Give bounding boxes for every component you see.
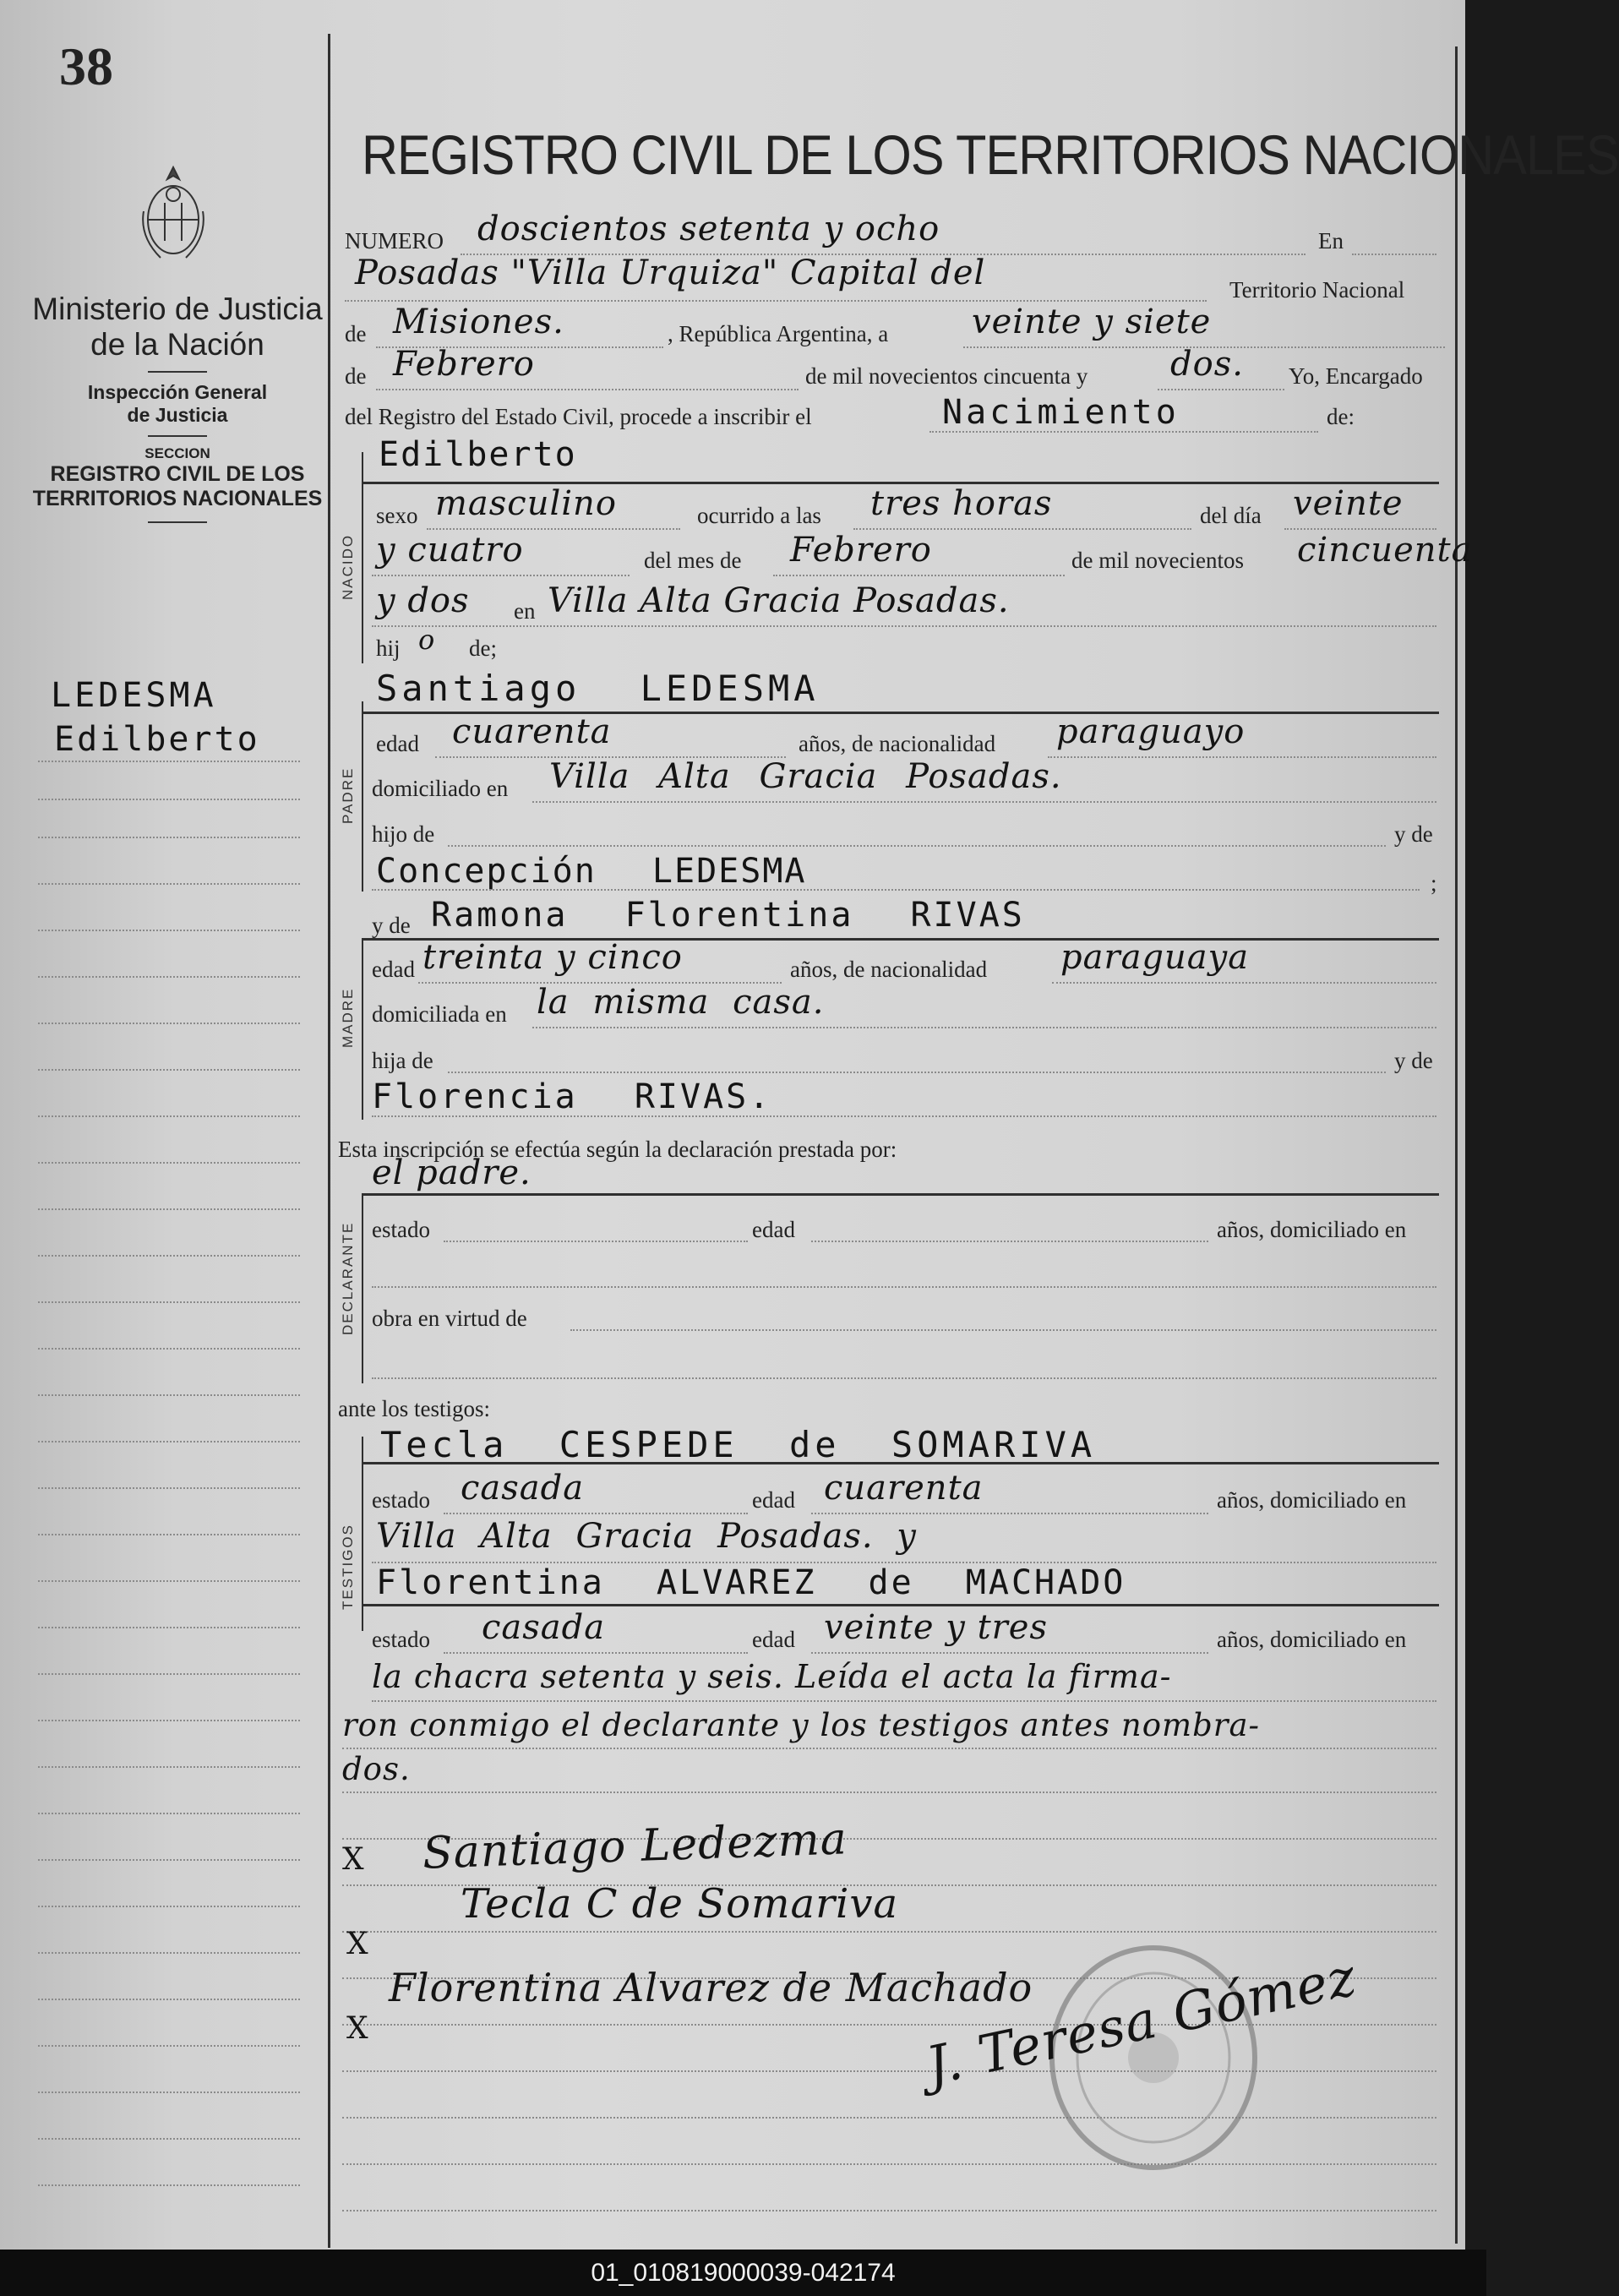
madre-parents-value: Florencia RIVAS. bbox=[372, 1077, 772, 1116]
madre-name: Ramona Florentina RIVAS bbox=[431, 896, 1025, 935]
registro-label: del Registro del Estado Civil, procede a inscribir el bbox=[345, 404, 812, 429]
acto-value: Nacimiento bbox=[942, 393, 1180, 432]
hij-value: o bbox=[418, 624, 436, 656]
de-label-2: de bbox=[345, 363, 367, 389]
encargado-label: Yo, Encargado bbox=[1289, 363, 1423, 389]
testigos-section-label: TESTIGOS bbox=[340, 1524, 356, 1610]
month-value: Febrero bbox=[393, 345, 535, 384]
declarante-value: el padre. bbox=[372, 1153, 531, 1192]
padre-edad-value: cuarenta bbox=[452, 712, 612, 751]
hora-value: tres horas bbox=[870, 484, 1053, 523]
testigo2-edad-value: veinte y tres bbox=[824, 1608, 1048, 1647]
testigo2-estado-label: estado bbox=[372, 1627, 430, 1652]
padre-name: Santiago LEDESMA bbox=[376, 668, 820, 709]
margin-name: Edilberto bbox=[54, 720, 260, 759]
lugar-value: Villa Alta Gracia Posadas. bbox=[548, 581, 1010, 620]
testigo1-name: Tecla CESPEDE de SOMARIVA bbox=[380, 1424, 1097, 1465]
ocurrido-label: ocurrido a las bbox=[697, 503, 821, 528]
anio-value-1: cincuenta bbox=[1297, 531, 1473, 570]
signature-santiago: Santiago Ledezma bbox=[422, 1813, 848, 1879]
madre-domicilio-label: domiciliada en bbox=[372, 1001, 507, 1027]
nacido-name: Edilberto bbox=[379, 435, 577, 474]
testigo1-domicilio-value: Villa Alta Gracia Posadas. y bbox=[376, 1517, 917, 1556]
padre-parents-value: Concepción LEDESMA bbox=[376, 852, 807, 891]
testigo2-name: Florentina ALVAREZ de MACHADO bbox=[376, 1563, 1126, 1602]
declarante-obra-label: obra en virtud de bbox=[372, 1306, 527, 1331]
closing-line-3: dos. bbox=[342, 1751, 411, 1787]
hij-label: hij bbox=[376, 635, 401, 661]
dia-value-1: veinte bbox=[1293, 484, 1404, 523]
closing-line-2: ron conmigo el declarante y los testigos antes nombra- bbox=[342, 1707, 1261, 1743]
testigo2-edad-label: edad bbox=[752, 1627, 795, 1652]
registry-line2: TERRITORIOS NACIONALES bbox=[32, 487, 323, 510]
closing-line-1: la chacra setenta y seis. Leída el acta la firma- bbox=[372, 1658, 1172, 1695]
padre-nacionalidad-label: años, de nacionalidad bbox=[799, 731, 996, 756]
de-colon: de: bbox=[1327, 404, 1355, 429]
signature-tecla: Tecla C de Somariva bbox=[461, 1880, 899, 1928]
declarante-intro: Esta inscripción se efectúa según la declaración prestada por: bbox=[338, 1137, 897, 1162]
declarante-domicilio-label: años, domiciliado en bbox=[1217, 1217, 1407, 1242]
page-number: 38 bbox=[59, 36, 113, 96]
madre-nacionalidad-value: paraguaya bbox=[1060, 938, 1250, 977]
nacido-section-label: NACIDO bbox=[340, 533, 356, 600]
ministry-line1: Ministerio de Justicia bbox=[32, 292, 323, 326]
testigo1-estado-value: casada bbox=[461, 1469, 585, 1508]
ministry-block bbox=[25, 292, 330, 533]
numero-label: NUMERO bbox=[345, 228, 444, 254]
testigo2-estado-value: casada bbox=[482, 1608, 606, 1647]
en-label-nacido: en bbox=[514, 598, 536, 624]
page-title: REGISTRO CIVIL DE LOS TERRITORIOS NACIONALES bbox=[362, 123, 1619, 186]
padre-domicilio-value: Villa Alta Gracia Posadas. bbox=[549, 757, 1062, 796]
declarante-estado-label: estado bbox=[372, 1217, 430, 1242]
testigo1-edad-label: edad bbox=[752, 1487, 795, 1513]
ministry-line2: de la Nación bbox=[90, 327, 264, 362]
testigo1-edad-value: cuarenta bbox=[824, 1469, 984, 1508]
madre-domicilio-value: la misma casa. bbox=[537, 983, 825, 1022]
republica-label: , República Argentina, a bbox=[668, 321, 889, 346]
declarante-section-label: DECLARANTE bbox=[340, 1221, 356, 1335]
signature-mark-1: X bbox=[342, 1842, 365, 1877]
day-value: veinte y siete bbox=[972, 303, 1212, 341]
dia-label: del día bbox=[1200, 503, 1262, 528]
sexo-label: sexo bbox=[376, 503, 418, 528]
en-label: En bbox=[1318, 228, 1344, 254]
inspection-line2: de Justicia bbox=[127, 404, 228, 426]
padre-hijo-label: hijo de bbox=[372, 821, 435, 847]
dia-value-2: y cuatro bbox=[376, 531, 524, 570]
testigo1-estado-label: estado bbox=[372, 1487, 430, 1513]
madre-yde-label: y de bbox=[372, 913, 411, 938]
madre-hija-label: hija de bbox=[372, 1048, 433, 1073]
testigos-intro: ante los testigos: bbox=[338, 1396, 490, 1421]
signature-florentina: Florentina Alvarez de Machado bbox=[389, 1965, 1033, 2010]
padre-section-label: PADRE bbox=[340, 766, 356, 824]
mil-label: de mil novecientos bbox=[1071, 548, 1244, 573]
madre-yde2-label: y de bbox=[1394, 1048, 1433, 1073]
mes-value: Febrero bbox=[790, 531, 932, 570]
padre-domicilio-label: domiciliado en bbox=[372, 776, 509, 801]
territorio-label: Territorio Nacional bbox=[1229, 277, 1405, 303]
anio-value-2: y dos bbox=[376, 581, 470, 620]
madre-edad-label: edad bbox=[372, 957, 415, 982]
margin-surname: LEDESMA bbox=[51, 676, 217, 715]
numero-value: doscientos setenta y ocho bbox=[477, 210, 940, 248]
year-label: de mil novecientos cincuenta y bbox=[805, 363, 1088, 389]
de-label-1: de bbox=[345, 321, 367, 346]
registry-line1: REGISTRO CIVIL DE LOS bbox=[50, 462, 305, 486]
padre-semicolon: ; bbox=[1431, 870, 1437, 896]
declarante-edad-label: edad bbox=[752, 1217, 795, 1242]
madre-nacionalidad-label: años, de nacionalidad bbox=[790, 957, 988, 982]
signature-mark-3: X bbox=[346, 2011, 369, 2046]
mes-label: del mes de bbox=[644, 548, 742, 573]
madre-edad-value: treinta y cinco bbox=[422, 938, 683, 977]
padre-yde-label: y de bbox=[1394, 821, 1433, 847]
sexo-value: masculino bbox=[435, 484, 617, 523]
testigo1-domicilio-label: años, domiciliado en bbox=[1217, 1487, 1407, 1513]
signature-mark-2: X bbox=[346, 1927, 369, 1961]
madre-section-label: MADRE bbox=[340, 987, 356, 1048]
inspection-line1: Inspección General bbox=[87, 381, 268, 403]
padre-nacionalidad-value: paraguayo bbox=[1056, 712, 1246, 751]
padre-edad-label: edad bbox=[376, 731, 419, 756]
testigo2-domicilio-label: años, domiciliado en bbox=[1217, 1627, 1407, 1652]
place-value: Posadas "Villa Urquiza" Capital del bbox=[355, 254, 986, 292]
territorio-value: Misiones. bbox=[393, 303, 564, 341]
section-label: SECCION bbox=[144, 445, 210, 461]
officer-signature: J. Teresa Gómez bbox=[921, 1945, 1362, 2097]
year-value: dos. bbox=[1170, 345, 1244, 384]
de-label-nacido: de; bbox=[469, 635, 497, 661]
coat-of-arms-emblem bbox=[135, 161, 211, 270]
footer-code: 01_010819000039-042174 bbox=[0, 2250, 1486, 2296]
